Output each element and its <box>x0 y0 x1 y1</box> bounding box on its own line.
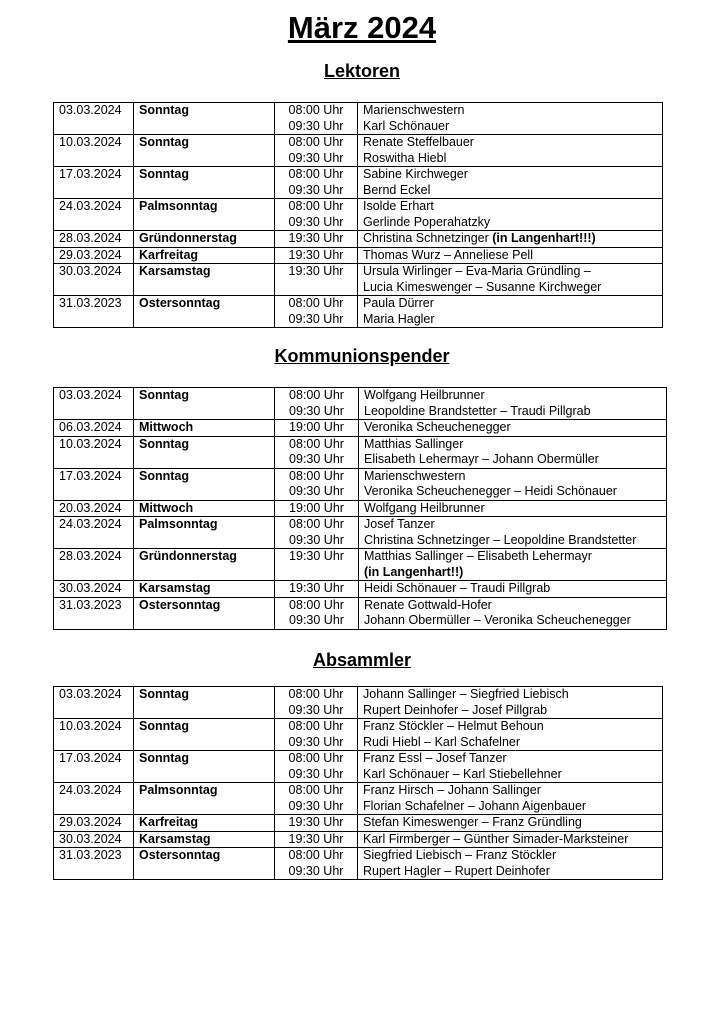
date-cell: 24.03.2024 <box>54 517 134 549</box>
time-value: 08:00 Uhr <box>289 388 344 402</box>
location-note: (in Langenhart!!!) <box>492 231 596 245</box>
time-cell <box>275 783 358 815</box>
time-value: 19:00 Uhr <box>289 420 344 434</box>
name-line <box>363 703 662 719</box>
names-cell <box>358 296 663 328</box>
name-text: Johann Sallinger – Siegfried Liebisch <box>363 687 569 701</box>
time-cell <box>275 581 359 598</box>
time-value: 08:00 Uhr <box>288 135 344 149</box>
name-line <box>363 783 662 799</box>
day-cell: Sonntag <box>134 719 275 751</box>
names-cell <box>358 264 663 296</box>
time-value: 08:00 Uhr <box>288 751 344 765</box>
time-value: 09:30 Uhr <box>289 532 344 547</box>
name-line <box>364 533 666 549</box>
name-line <box>363 751 662 767</box>
table-row <box>54 468 667 500</box>
names-cell <box>358 831 663 848</box>
table-row <box>54 517 667 549</box>
date-cell: 20.03.2024 <box>54 500 134 517</box>
day-cell: Sonntag <box>134 135 275 167</box>
name-line <box>364 598 666 614</box>
day-cell: Ostersonntag <box>134 296 275 328</box>
time-cell <box>275 517 359 549</box>
name-text: Bernd Eckel <box>363 182 431 197</box>
date-cell: 10.03.2024 <box>54 719 134 751</box>
name-line <box>363 312 662 328</box>
name-text: Siegfried Liebisch – Franz Stöckler <box>363 848 557 862</box>
day-cell: Karsamstag <box>134 264 275 296</box>
day-cell: Karsamstag <box>134 581 275 598</box>
table-row <box>54 831 663 848</box>
date-cell: 29.03.2024 <box>54 247 134 264</box>
date-cell: 03.03.2024 <box>54 388 134 420</box>
date-cell: 24.03.2024 <box>54 199 134 231</box>
date-cell: 31.03.2023 <box>54 597 134 629</box>
date-cell: 28.03.2024 <box>54 549 134 581</box>
name-text: Stefan Kimeswenger – Franz Gründling <box>363 815 582 829</box>
day-cell: Karsamstag <box>134 831 275 848</box>
time-cell <box>275 815 358 832</box>
names-cell <box>359 597 667 629</box>
names-cell <box>358 687 663 719</box>
time-cell <box>275 264 358 296</box>
time-value: 08:00 Uhr <box>288 199 344 213</box>
name-text: Sabine Kirchweger <box>363 167 468 181</box>
time-value: 19:30 Uhr <box>288 264 344 278</box>
name-line <box>363 864 662 880</box>
day-cell: Sonntag <box>134 687 275 719</box>
page-title: März 2024 <box>287 10 437 45</box>
time-value: 09:30 Uhr <box>288 311 344 326</box>
name-text: Heidi Schönauer – Traudi Pillgrab <box>364 581 551 595</box>
time-cell <box>275 420 359 437</box>
name-text: Matthias Sallinger – Elisabeth Lehermayr <box>364 549 592 563</box>
time-cell <box>275 468 359 500</box>
name-text: Franz Hirsch – Johann Sallinger <box>363 783 541 797</box>
names-cell <box>359 581 667 598</box>
time-value: 09:30 Uhr <box>288 150 344 165</box>
names-cell <box>358 719 663 751</box>
name-line <box>364 452 666 468</box>
time-value: 08:00 Uhr <box>288 167 344 181</box>
time-value: 09:30 Uhr <box>288 118 344 133</box>
names-cell <box>358 751 663 783</box>
names-cell <box>358 167 663 199</box>
names-cell <box>359 388 667 420</box>
name-text: Roswitha Hiebl <box>363 150 447 165</box>
name-line <box>363 848 662 864</box>
day-cell: Sonntag <box>134 436 275 468</box>
table-row <box>54 597 667 629</box>
name-text: Leopoldine Brandstetter – Traudi Pillgrab <box>364 403 591 418</box>
name-line <box>363 167 662 183</box>
time-cell <box>275 135 358 167</box>
time-value: 08:00 Uhr <box>289 468 344 483</box>
name-text: Wolfgang Heilbrunner <box>364 500 485 515</box>
name-text: Rupert Deinhofer – Josef Pillgrab <box>363 702 548 717</box>
table-row <box>54 783 663 815</box>
time-cell <box>275 103 358 135</box>
date-cell: 17.03.2024 <box>54 751 134 783</box>
names-cell <box>358 135 663 167</box>
names-cell <box>358 783 663 815</box>
time-value: 08:00 Uhr <box>288 687 344 701</box>
name-text: Franz Stöckler – Helmut Behoun <box>363 719 544 733</box>
name-line <box>364 517 666 533</box>
name-line <box>364 501 666 517</box>
date-cell: 10.03.2024 <box>54 436 134 468</box>
time-cell <box>275 500 359 517</box>
time-value: 08:00 Uhr <box>288 103 344 117</box>
table-row <box>54 247 663 264</box>
name-text: Josef Tanzer <box>364 517 435 531</box>
name-text: Maria Hagler <box>363 311 435 326</box>
name-text: Lucia Kimeswenger – Susanne Kirchweger <box>363 279 602 294</box>
day-cell: Palmsonntag <box>134 517 275 549</box>
time-value: 08:00 Uhr <box>289 517 344 531</box>
name-line <box>363 832 662 848</box>
date-cell: 24.03.2024 <box>54 783 134 815</box>
name-text: Marienschwestern <box>363 103 465 117</box>
time-value: 09:30 Uhr <box>288 734 344 749</box>
time-value: 09:30 Uhr <box>288 702 344 717</box>
name-line <box>363 248 662 264</box>
name-text: Matthias Sallinger <box>364 436 464 451</box>
name-line <box>363 296 662 312</box>
name-line <box>363 264 662 280</box>
name-line <box>363 719 662 735</box>
name-line <box>363 183 662 199</box>
names-cell <box>359 500 667 517</box>
table-row <box>54 264 663 296</box>
name-text: Wolfgang Heilbrunner <box>364 388 485 402</box>
table-row <box>54 815 663 832</box>
date-cell: 17.03.2024 <box>54 468 134 500</box>
name-line <box>363 767 662 783</box>
name-line <box>364 484 666 500</box>
date-cell: 30.03.2024 <box>54 831 134 848</box>
name-text: Ursula Wirlinger – Eva-Maria Gründling – <box>363 264 591 278</box>
day-cell: Gründonnerstag <box>134 231 275 248</box>
time-value: 08:00 Uhr <box>288 719 344 733</box>
name-text: Paula Dürrer <box>363 296 434 310</box>
name-line <box>363 231 662 247</box>
time-value: 09:30 Uhr <box>289 452 344 466</box>
names-cell <box>358 103 663 135</box>
time-cell <box>275 388 359 420</box>
date-cell: 31.03.2023 <box>54 848 134 880</box>
table-row <box>54 103 663 135</box>
name-line <box>364 420 666 436</box>
time-value: 19:30 Uhr <box>288 831 344 846</box>
time-value: 09:30 Uhr <box>289 403 344 418</box>
time-value: 09:30 Uhr <box>289 613 344 627</box>
table-row <box>54 687 663 719</box>
names-cell <box>358 231 663 248</box>
time-value: 19:30 Uhr <box>288 247 344 262</box>
name-text: Franz Essl – Josef Tanzer <box>363 751 507 765</box>
name-text: Veronika Scheuchenegger <box>364 420 511 434</box>
name-text: Renate Gottwald-Hofer <box>364 597 492 612</box>
time-cell <box>275 436 359 468</box>
day-cell: Gründonnerstag <box>134 549 275 581</box>
date-cell: 31.03.2023 <box>54 296 134 328</box>
name-line <box>364 404 666 420</box>
day-cell: Ostersonntag <box>134 597 275 629</box>
table-row <box>54 135 663 167</box>
absammler-table <box>53 686 663 880</box>
time-cell <box>275 597 359 629</box>
table-row <box>54 549 667 581</box>
name-text: Elisabeth Lehermayr – Johann Obermüller <box>364 452 599 466</box>
table-row <box>54 581 667 598</box>
name-text: Isolde Erhart <box>363 199 434 213</box>
time-cell <box>275 848 358 880</box>
time-value: 08:00 Uhr <box>288 848 344 862</box>
table-row <box>54 231 663 248</box>
name-text: Veronika Scheuchenegger – Heidi Schönauer <box>364 484 617 498</box>
names-cell <box>359 517 667 549</box>
day-cell: Sonntag <box>134 751 275 783</box>
section-heading-kommunionspender: Kommunionspender <box>274 346 450 366</box>
name-text: Gerlinde Poperahatzky <box>363 214 491 229</box>
table-row <box>54 199 663 231</box>
name-line <box>364 613 666 629</box>
time-value: 19:30 Uhr <box>289 581 344 595</box>
day-cell: Palmsonntag <box>134 783 275 815</box>
name-line <box>363 815 662 831</box>
table-row <box>54 751 663 783</box>
table-row <box>54 719 663 751</box>
time-cell <box>275 167 358 199</box>
name-line <box>364 549 666 565</box>
time-value: 19:30 Uhr <box>289 549 344 563</box>
date-cell: 30.03.2024 <box>54 581 134 598</box>
date-cell: 28.03.2024 <box>54 231 134 248</box>
names-cell <box>358 199 663 231</box>
time-cell <box>275 231 358 248</box>
name-line <box>364 388 666 404</box>
name-line <box>363 687 662 703</box>
name-text: Karl Schönauer <box>363 118 450 133</box>
name-line <box>364 469 666 485</box>
day-cell: Karfreitag <box>134 815 275 832</box>
day-cell: Sonntag <box>134 103 275 135</box>
time-cell <box>275 751 358 783</box>
day-cell: Sonntag <box>134 468 275 500</box>
section-heading-lektoren: Lektoren <box>323 61 401 81</box>
name-text: Rupert Hagler – Rupert Deinhofer <box>363 863 550 878</box>
time-value: 19:00 Uhr <box>289 500 344 515</box>
names-cell <box>358 815 663 832</box>
time-value: 08:00 Uhr <box>289 597 344 612</box>
date-cell: 03.03.2024 <box>54 103 134 135</box>
names-cell <box>358 848 663 880</box>
name-line <box>363 735 662 751</box>
name-line <box>363 103 662 119</box>
time-value: 08:00 Uhr <box>288 296 344 310</box>
time-cell <box>275 687 358 719</box>
day-cell: Palmsonntag <box>134 199 275 231</box>
lektoren-table <box>53 102 663 328</box>
day-cell: Karfreitag <box>134 247 275 264</box>
name-line <box>363 280 662 296</box>
time-cell <box>275 719 358 751</box>
name-line <box>364 565 666 581</box>
time-value: 09:30 Uhr <box>288 182 344 197</box>
time-cell <box>275 549 359 581</box>
time-value: 09:30 Uhr <box>289 484 344 498</box>
date-cell: 10.03.2024 <box>54 135 134 167</box>
date-cell: 29.03.2024 <box>54 815 134 832</box>
name-line <box>364 581 666 597</box>
names-cell <box>358 247 663 264</box>
table-row <box>54 388 667 420</box>
location-note: (in Langenhart!!) <box>364 564 464 579</box>
name-text: Karl Schönauer – Karl Stiebellehner <box>363 766 562 781</box>
date-cell: 06.03.2024 <box>54 420 134 437</box>
name-line <box>363 199 662 215</box>
time-value: 08:00 Uhr <box>289 436 344 451</box>
name-line <box>363 799 662 815</box>
time-value: 09:30 Uhr <box>288 798 344 813</box>
time-cell <box>275 199 358 231</box>
time-value: 19:30 Uhr <box>288 815 344 829</box>
time-value: 19:30 Uhr <box>288 231 344 245</box>
name-text: Renate Steffelbauer <box>363 135 474 149</box>
name-text: Karl Firmberger – Günther Simader-Marksteiner <box>363 831 629 846</box>
day-cell: Mittwoch <box>134 500 275 517</box>
name-line <box>364 437 666 453</box>
name-line <box>363 215 662 231</box>
table-row <box>54 848 663 880</box>
name-line <box>363 135 662 151</box>
names-cell <box>359 549 667 581</box>
name-text: Johann Obermüller – Veronika Scheuchenegger <box>364 613 631 627</box>
names-cell <box>359 468 667 500</box>
date-cell: 03.03.2024 <box>54 687 134 719</box>
time-cell <box>275 247 358 264</box>
table-row <box>54 167 663 199</box>
time-value: 08:00 Uhr <box>288 783 344 797</box>
date-cell: 30.03.2024 <box>54 264 134 296</box>
kommunionspender-table <box>53 387 667 630</box>
name-text: Florian Schafelner – Johann Aigenbauer <box>363 798 587 813</box>
time-value: 09:30 Uhr <box>288 863 344 878</box>
name-text: Thomas Wurz – Anneliese Pell <box>363 247 533 262</box>
time-value: 09:30 Uhr <box>288 214 344 229</box>
table-row <box>54 500 667 517</box>
table-row <box>54 436 667 468</box>
day-cell: Mittwoch <box>134 420 275 437</box>
name-line <box>363 151 662 167</box>
time-value: 09:30 Uhr <box>288 766 344 781</box>
name-text: Christina Schnetzinger – Leopoldine Brandstetter <box>364 532 637 547</box>
name-text: Christina Schnetzinger <box>363 231 489 245</box>
table-row <box>54 296 663 328</box>
names-cell <box>359 420 667 437</box>
date-cell: 17.03.2024 <box>54 167 134 199</box>
day-cell: Sonntag <box>134 167 275 199</box>
time-cell <box>275 296 358 328</box>
table-row <box>54 420 667 437</box>
name-line <box>363 119 662 135</box>
time-cell <box>275 831 358 848</box>
name-text: Marienschwestern <box>364 468 466 483</box>
name-text: Rudi Hiebl – Karl Schafelner <box>363 734 521 749</box>
day-cell: Ostersonntag <box>134 848 275 880</box>
names-cell <box>359 436 667 468</box>
day-cell: Sonntag <box>134 388 275 420</box>
section-heading-absammler: Absammler <box>312 650 412 670</box>
